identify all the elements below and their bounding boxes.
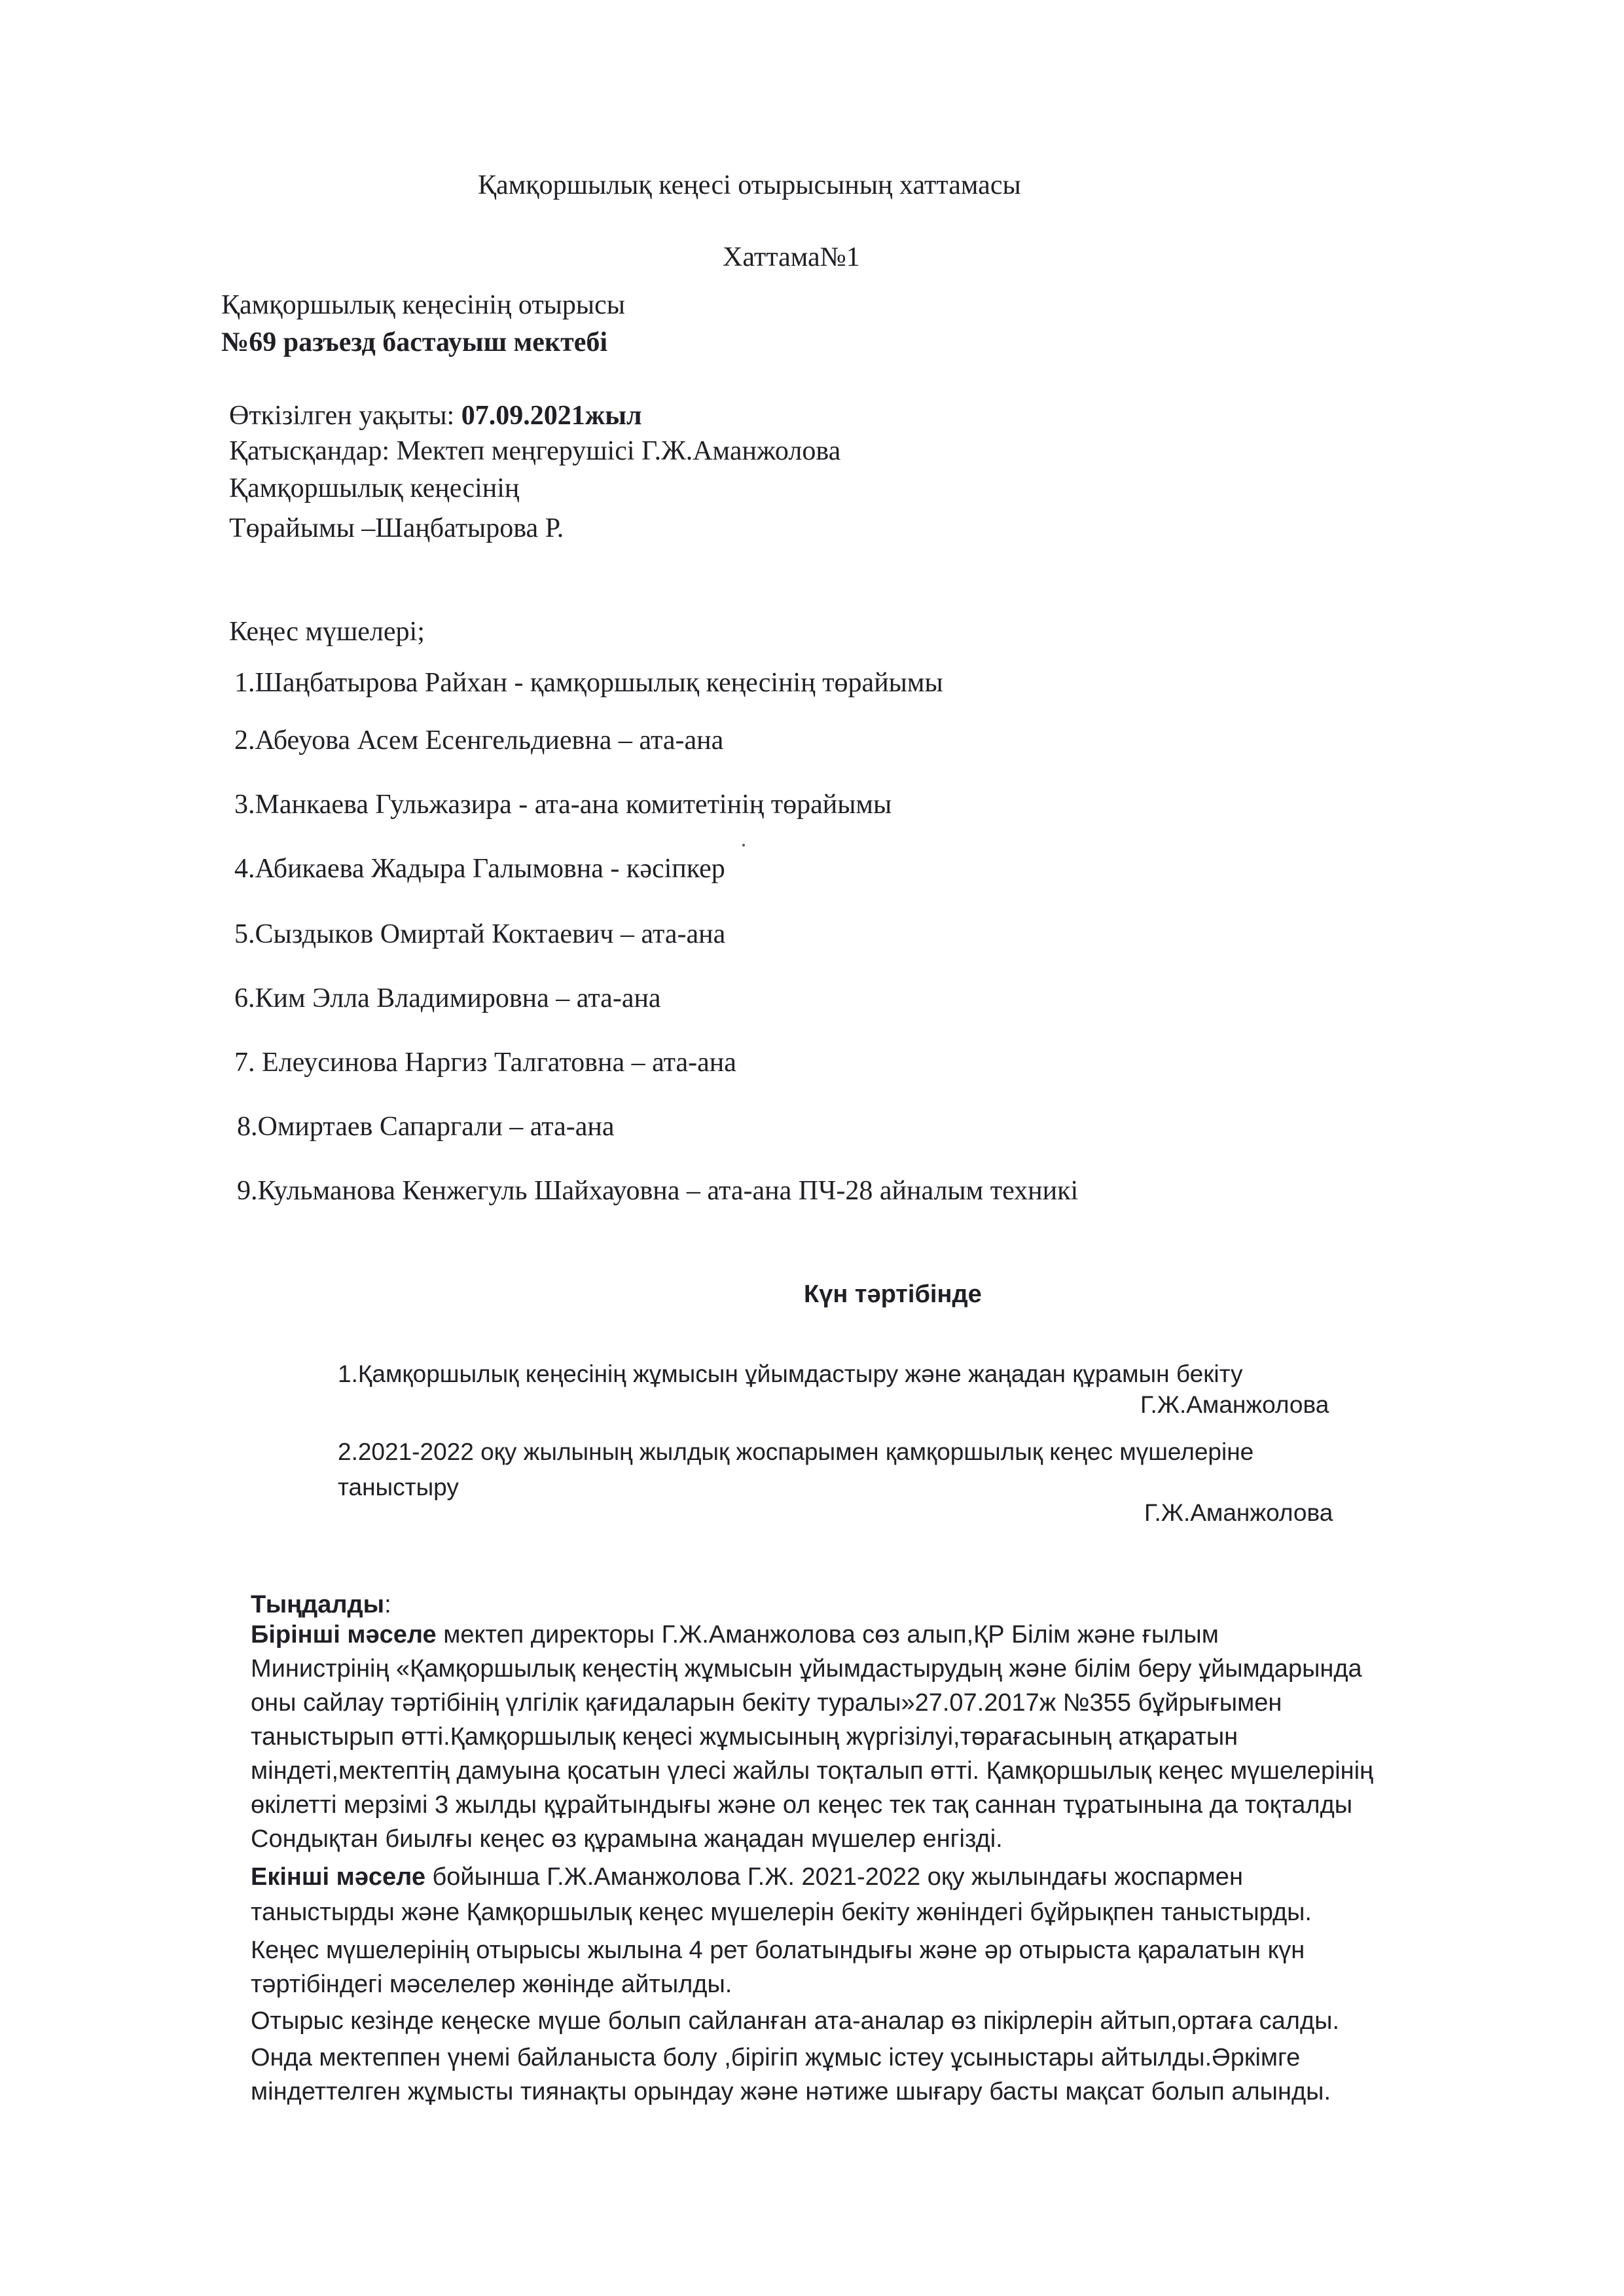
first-issue-text: оны сайлау тәртібінің үлгілік қағидаларын бекіту туралы»27.07.2017ж №355 бұйрығымен xyxy=(251,1689,1282,1717)
member-item: 9.Кульманова Кенжегуль Шайхауовна – ата-ана ПЧ-28 айналым техникі xyxy=(237,1176,1079,1206)
member-item: 7. Елеусинова Наргиз Талгатовна – ата-ана xyxy=(234,1048,736,1078)
member-item: 6.Ким Элла Владимировна – ата-ана xyxy=(234,983,661,1013)
participants-line: Қатысқандар: Мектеп меңгерушісі Г.Ж.Аманжолова xyxy=(229,436,841,466)
first-issue-intro: мектеп директоры Г.Ж.Аманжолова сөз алып,ҚР Білім және ғылым xyxy=(436,1621,1219,1649)
first-issue-text: өкілетті мерзімі 3 жылды құрайтындығы және ол кеңес тек тақ саннан тұратынына да тоқталды xyxy=(251,1791,1353,1819)
member-item: 4.Абикаева Жадыра Галымовна - кәсіпкер xyxy=(234,854,725,884)
second-issue-intro: бойынша Г.Ж.Аманжолова Г.Ж. 2021-2022 оқу жылындағы жоспармен xyxy=(425,1863,1243,1891)
agenda-item-2: 2.2021-2022 оқу жылының жылдық жоспарымен қамқоршылық кеңес мүшелеріне xyxy=(338,1438,1254,1465)
first-issue-text: таныстырып өтті.Қамқоршылық кеңесі жұмысының жүргізілуі,төрағасының атқаратын xyxy=(251,1723,1238,1751)
first-issue-label: Бірінші мәселе xyxy=(251,1621,437,1649)
second-issue-text: Онда мектеппен үнемі байланыста болу ,бірігіп жұмыс істеу ұсыныстары айтылды.Әркімге xyxy=(251,2044,1301,2071)
first-issue-text: міндеті,мектептің дамуына қосатын үлесі жайлы тоқталып өтті. Қамқоршылық кеңес мүшелерінің xyxy=(251,1757,1374,1785)
second-issue-text: міндеттелген жұмысты тиянақты орындау және нәтиже шығару басты мақсат болып алынды. xyxy=(251,2078,1331,2105)
heard-label: Тыңдалды xyxy=(251,1591,385,1618)
first-issue-text: Сондықтан биылғы кеңес өз құрамына жаңадан мүшелер енгізді. xyxy=(251,1825,1003,1853)
members-heading: Кеңес мүшелері; xyxy=(229,617,425,647)
meeting-date-label: Өткізілген уақыты: xyxy=(229,401,461,431)
scan-speck xyxy=(742,844,745,847)
member-item: 5.Сыздыков Омиртай Коктаевич – ата-ана xyxy=(234,919,726,949)
second-issue-line xyxy=(251,1865,1243,1889)
agenda-item-2-responsible: Г.Ж.Аманжолова xyxy=(1144,1499,1333,1526)
protocol-number: Хаттама№1 xyxy=(723,242,860,272)
member-item: 1.Шаңбатырова Райхан - қамқоршылық кеңесінің төрайымы xyxy=(234,668,943,698)
council-line: Қамқоршылық кеңесінің xyxy=(229,473,520,503)
chair-line: Төрайымы –Шаңбатырова Р. xyxy=(229,513,564,543)
second-issue-text: таныстырды және Қамқоршылық кеңес мүшелерін бекіту жөніндегі бұйрықпен таныстырды. xyxy=(251,1899,1312,1926)
member-item: 2.Абеуова Асем Есенгельдиевна – ата-ана xyxy=(234,725,724,756)
second-issue-text: тәртібіндегі мәселелер жөнінде айтылды. xyxy=(251,1971,732,1998)
agenda-item-2-cont: таныстыру xyxy=(338,1474,459,1501)
agenda-item-1-responsible: Г.Ж.Аманжолова xyxy=(1140,1391,1329,1418)
member-item: 8.Омиртаев Сапаргали – ата-ана xyxy=(237,1112,615,1142)
meeting-subject: Қамқоршылық кеңесінің отырысы xyxy=(221,290,625,320)
agenda-item-1: 1.Қамқоршылық кеңесінің жұмысын ұйымдастыру және жаңадан құрамын бекіту xyxy=(338,1360,1243,1387)
meeting-date-value: 07.09.2021жыл xyxy=(461,401,642,431)
agenda-heading: Күн тәртібінде xyxy=(804,1281,982,1308)
first-issue-line xyxy=(251,1622,1219,1647)
document-title: Қамқоршылық кеңесі отырысының хаттамасы xyxy=(478,170,1021,200)
second-issue-text: Кеңес мүшелерінің отырысы жылына 4 рет болатындығы және әр отырыста қаралатын күн xyxy=(251,1937,1305,1964)
heard-heading xyxy=(251,1592,391,1617)
first-issue-text: Министрінің «Қамқоршылық кеңестің жұмысын ұйымдастырудың және білім беру ұйымдарында xyxy=(251,1655,1362,1683)
member-item: 3.Манкаева Гульжазира - ата-ана комитетінің төрайымы xyxy=(234,790,892,820)
meeting-date-line xyxy=(229,402,642,429)
second-issue-label: Екінші мәселе xyxy=(251,1863,425,1891)
second-issue-text: Отырыс кезінде кеңеске мүше болып сайланған ата-аналар өз пікірлерін айтып,ортаға салды. xyxy=(251,2007,1340,2035)
school-name: №69 разъезд бастауыш мектебі xyxy=(221,327,608,357)
heard-colon: : xyxy=(384,1591,391,1618)
